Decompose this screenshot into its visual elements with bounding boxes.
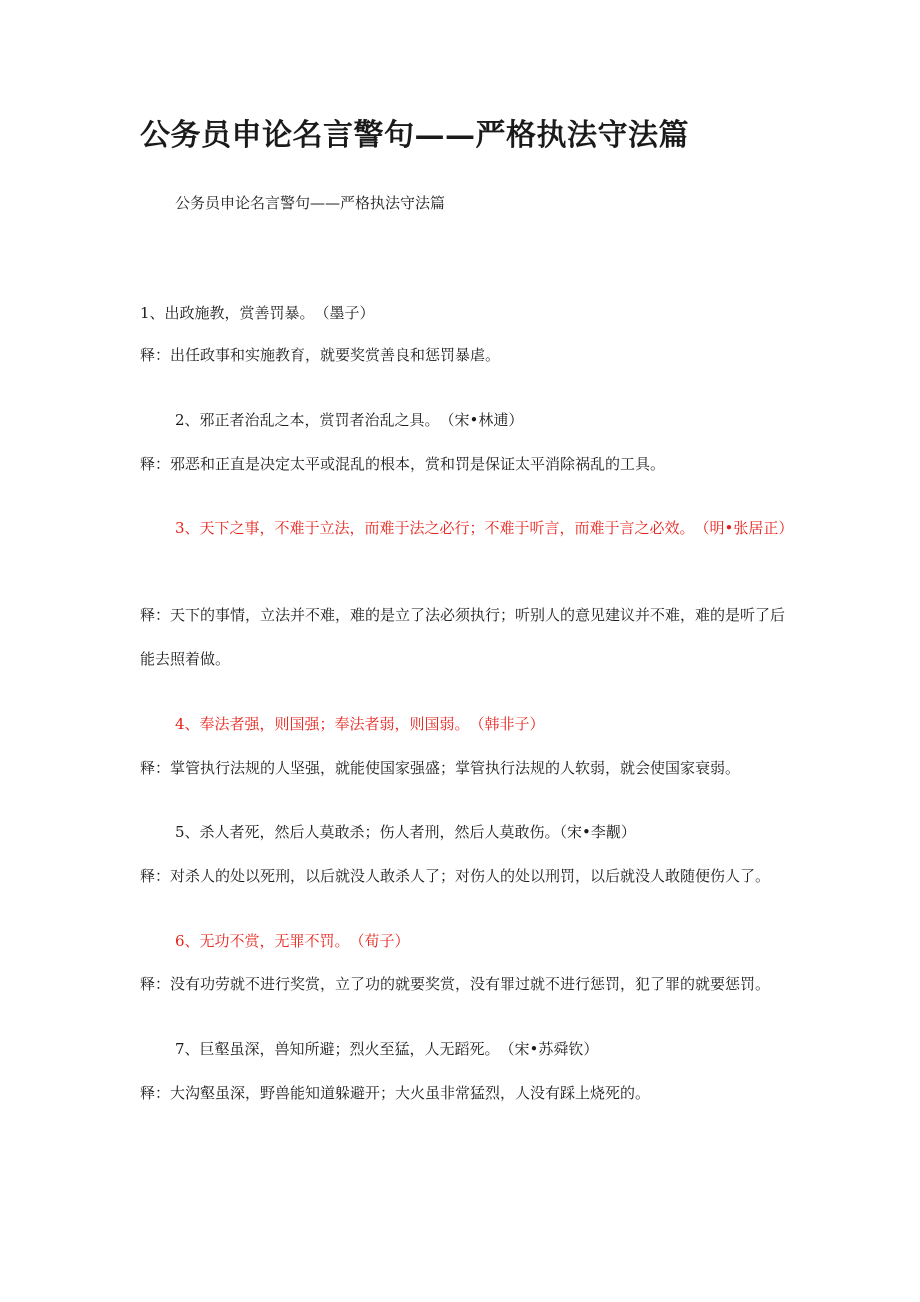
page-title: 公务员申论名言警句——严格执法守法篇 [140, 118, 689, 153]
quote-6: 6、无功不赏，无罪不罚。 （荀子） [175, 932, 410, 950]
quote-3: 3、天下之事，不难于立法，而难于法之必行；不难于听言，而难于言之必效。 （明•张居正） [175, 519, 794, 537]
quote-1: 1、出政施教，赏善罚暴。 （墨子） [140, 304, 375, 322]
quote-7: 7、巨壑虽深，兽知所避；烈火至猛，人无蹈死。 （宋•苏舜钦） [175, 1040, 599, 1058]
explanation-1: 释：出任政事和实施教育，就要奖赏善良和惩罚暴虐。 [140, 346, 501, 364]
explanation-6: 释：没有功劳就不进行奖赏，立了功的就要奖赏，没有罪过就不进行惩罚，犯了罪的就要惩罚。 [140, 975, 771, 993]
quote-4: 4、奉法者强，则国强；奉法者弱，则国弱。 （韩非子） [175, 715, 545, 733]
explanation-7: 释：大沟壑虽深，野兽能知道躲避开；大火虽非常猛烈，人没有踩上烧死的。 [140, 1084, 651, 1102]
explanation-2: 释：邪恶和正直是决定太平或混乱的根本，赏和罚是保证太平消除祸乱的工具。 [140, 455, 666, 473]
explanation-3: 释：天下的事情，立法并不难，难的是立了法必须执行；听别人的意见建议并不难，难的是听了后能去照着做。 [140, 606, 786, 668]
page-subtitle: 公务员申论名言警句——严格执法守法篇 [175, 194, 446, 212]
quote-5: 5、杀人者死，然后人莫敢杀；伤人者刑，然后人莫敢伤。（宋•李觏） [175, 823, 636, 841]
explanation-5: 释：对杀人的处以死刑，以后就没人敢杀人了；对伤人的处以刑罚，以后就没人敢随便伤人了。 [140, 867, 771, 885]
quote-2: 2、邪正者治乱之本，赏罚者治乱之具。 （宋•林逋） [175, 411, 524, 429]
explanation-4: 释：掌管执行法规的人坚强，就能使国家强盛；掌管执行法规的人软弱，就会使国家衰弱。 [140, 759, 741, 777]
